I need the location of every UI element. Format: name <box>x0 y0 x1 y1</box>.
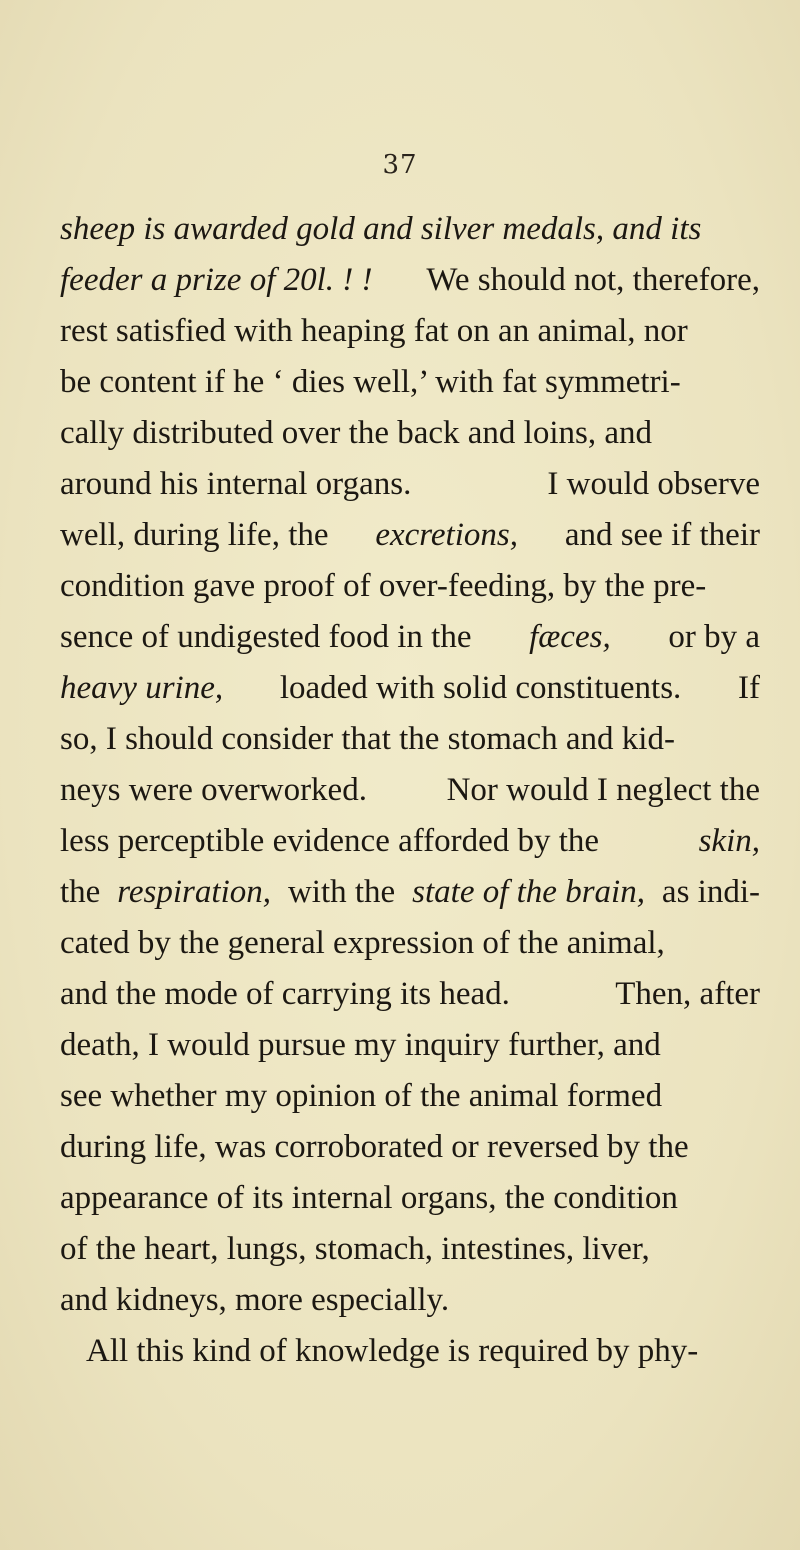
text-segment: during life, was corroborated or reversed by the <box>60 1129 689 1165</box>
text-segment: All this kind of knowledge is required by phy- <box>86 1333 699 1369</box>
italic-phrase: fæces, <box>529 619 611 655</box>
text-segment: as indi- <box>661 874 760 910</box>
italic-phrase: excretions, <box>375 517 518 553</box>
italic-phrase: respiration, <box>117 874 271 910</box>
italic-phrase: sheep is awarded gold and silver medals, and its <box>60 211 702 247</box>
text-segment: around his internal organs. <box>60 466 412 502</box>
text-segment: and see if their <box>564 517 760 553</box>
text-line <box>60 663 760 714</box>
text-segment: with the <box>287 874 396 910</box>
text-line <box>60 1326 760 1377</box>
text-line <box>60 306 760 357</box>
text-segment: neys were overworked. <box>60 772 367 808</box>
text-segment: or by a <box>668 619 760 655</box>
text-segment: and kidneys, more especially. <box>60 1282 450 1318</box>
text-segment: condition gave proof of over-feeding, by the pre- <box>60 568 707 604</box>
text-line <box>60 969 760 1020</box>
italic-phrase: skin, <box>698 823 760 859</box>
text-line <box>60 714 760 765</box>
text-line <box>60 1122 760 1173</box>
text-segment: rest satisfied with heaping fat on an animal, nor <box>60 313 688 349</box>
text-line <box>60 357 760 408</box>
text-line <box>60 255 760 306</box>
text-line <box>60 1071 760 1122</box>
text-segment: the <box>60 874 101 910</box>
body-text <box>60 204 760 1377</box>
page-number: 37 <box>382 150 418 180</box>
text-segment: and the mode of carrying its head. <box>60 976 510 1012</box>
text-segment: sence of undigested food in the <box>60 619 472 655</box>
text-segment: loaded with solid constituents. <box>279 670 682 706</box>
text-line <box>60 867 760 918</box>
text-segment: cally distributed over the back and loins, and <box>60 415 653 451</box>
text-line <box>60 1275 760 1326</box>
text-segment: see whether my opinion of the animal formed <box>60 1078 663 1114</box>
text-line <box>60 1224 760 1275</box>
text-line <box>60 612 760 663</box>
text-segment: less perceptible evidence afforded by the <box>60 823 600 859</box>
text-segment: of the heart, lungs, stomach, intestines, liver, <box>60 1231 650 1267</box>
text-segment: well, during life, the <box>60 517 329 553</box>
text-segment: I would observe <box>547 466 760 502</box>
text-line <box>60 204 760 255</box>
text-line <box>60 1020 760 1071</box>
italic-phrase: state of the brain, <box>412 874 645 910</box>
text-line <box>60 765 760 816</box>
text-segment: Then, after <box>615 976 760 1012</box>
text-segment: We should not, therefore, <box>426 262 760 298</box>
text-segment: cated by the general expression of the animal, <box>60 925 665 961</box>
text-line <box>60 510 760 561</box>
italic-phrase: feeder a prize of 20l. ! ! <box>60 262 373 298</box>
text-segment: so, I should consider that the stomach and kid- <box>60 721 675 757</box>
text-line <box>60 561 760 612</box>
text-line <box>60 1173 760 1224</box>
text-line <box>60 408 760 459</box>
text-segment: appearance of its internal organs, the condition <box>60 1180 678 1216</box>
text-segment: death, I would pursue my inquiry further, and <box>60 1027 661 1063</box>
text-line <box>60 816 760 867</box>
text-line <box>60 918 760 969</box>
text-segment: be content if he ‘ dies well,’ with fat symmetri- <box>60 364 681 400</box>
text-segment: Nor would I neglect the <box>446 772 760 808</box>
italic-phrase: heavy urine, <box>60 670 224 706</box>
text-segment: If <box>738 670 760 706</box>
text-line <box>60 459 760 510</box>
